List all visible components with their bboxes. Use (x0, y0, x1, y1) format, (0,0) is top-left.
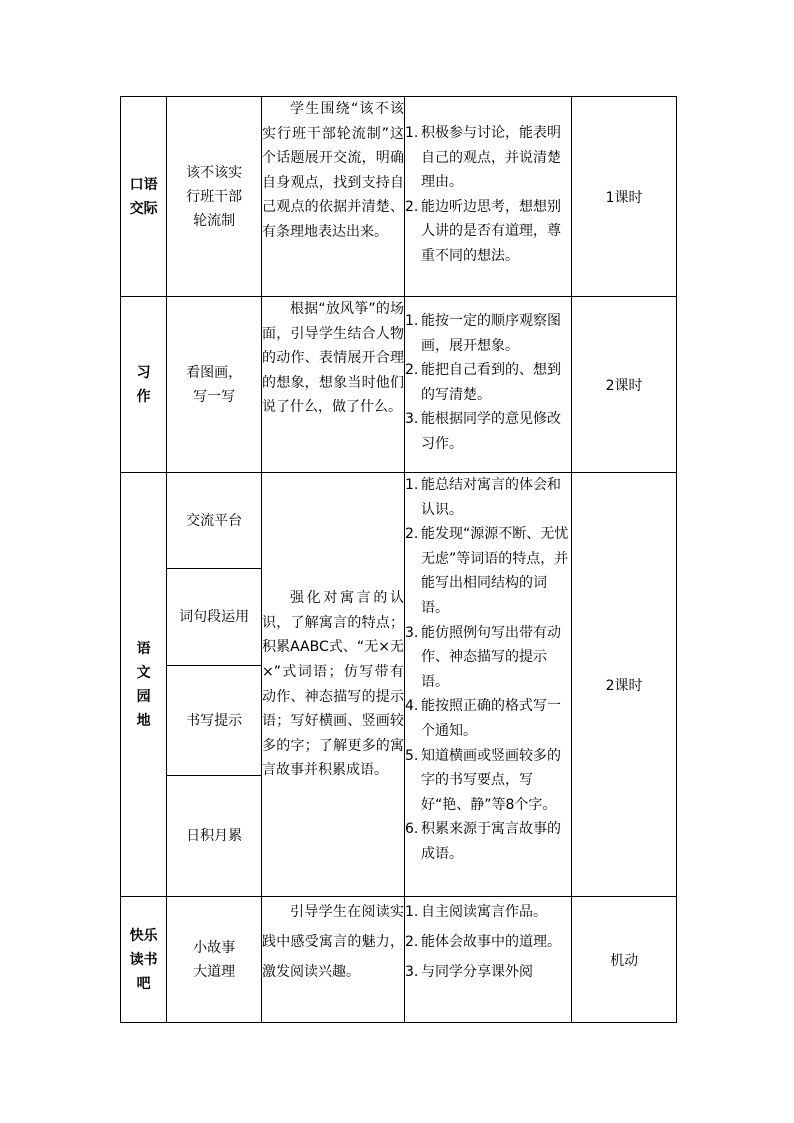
goals-cell: 1. 自主阅读寓言作品。 2. 能体会故事中的道理。 3. 与同学分享课外阅 (405, 897, 572, 1023)
time-cell: 2课时 (572, 297, 677, 473)
goals-cell: 1. 积极参与讨论，能表明自己的观点，并说清楚理由。 2. 能边听边思考，想想别人讲的是否有道理，尊重不同的想法。 (405, 97, 572, 297)
content-cell: 强化对寓言的认识，了解寓言的特点；积累AABC式、“无×无×”式词语；仿写带有动作、神态描写的提示语；写好横画、竖画较多的字；了解更多的寓言故事并积累成语。 (262, 473, 405, 897)
goals-cell: 1. 能总结对寓言的体会和认识。 2. 能发现“源源不断、无忧无虑”等词语的特点，并能写出相同结构的词语。 3. 能仿照例句写出带有动作、神态描写的提示语。 4. 能按照正确的格式写一个通知。 5. 知道横画或竖画较多的字的书写要点，写好“艳、静”等8个字。 6. 积累来源于寓言故事的成语。 (405, 473, 572, 897)
time-cell: 2课时 (572, 473, 677, 897)
time-cell: 1课时 (572, 97, 677, 297)
topic-cell: 小故事 大道理 (167, 897, 262, 1023)
table-row (121, 97, 677, 297)
category-cell: 口语 交际 (121, 97, 167, 297)
content-cell: 引导学生在阅读实践中感受寓言的魅力，激发阅读兴趣。 (262, 897, 405, 1023)
time-cell: 机动 (572, 897, 677, 1023)
topic-cell: 书写提示 (167, 666, 262, 776)
topic-cell: 日积月累 (167, 776, 262, 897)
category-cell: 习 作 (121, 297, 167, 473)
topic-cell: 看图画， 写一写 (167, 297, 262, 473)
table-row (121, 297, 677, 473)
category-cell: 快乐 读书 吧 (121, 897, 167, 1023)
table-row (121, 473, 677, 569)
content-cell: 学生围绕“该不该实行班干部轮流制”这个话题展开交流，明确自身观点，找到支持自己观点的依据并清楚、有条理地表达出来。 (262, 97, 405, 297)
lesson-plan-table (120, 96, 677, 1023)
table-row (121, 897, 677, 1023)
category-cell: 语 文 园 地 (121, 473, 167, 897)
topic-cell: 交流平台 (167, 473, 262, 569)
topic-cell: 词句段运用 (167, 569, 262, 666)
content-cell: 根据“放风筝”的场面，引导学生结合人物的动作、表情展开合理的想象，想象当时他们说了什么，做了什么。 (262, 297, 405, 473)
goals-cell: 1. 能按一定的顺序观察图画，展开想象。 2. 能把自己看到的、想到的写清楚。 3. 能根据同学的意见修改习作。 (405, 297, 572, 473)
topic-cell: 该不该实 行班干部 轮流制 (167, 97, 262, 297)
